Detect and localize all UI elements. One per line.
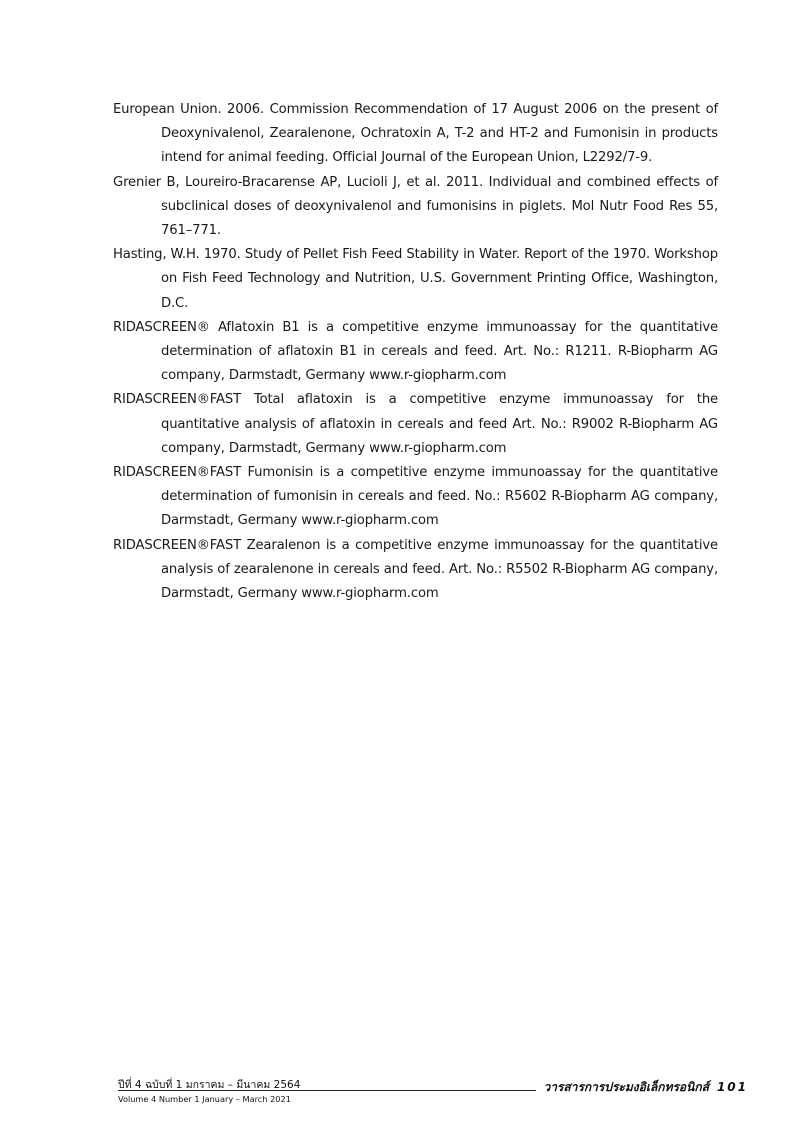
page-number: 101 [716, 1080, 748, 1094]
reference-list [113, 98, 718, 606]
footer-issue-english: Volume 4 Number 1 January – March 2021 [118, 1094, 291, 1104]
page-footer [118, 1076, 748, 1106]
reference-entry: Grenier B, Loureiro-Bracarense AP, Lucioli J, et al. 2011. Individual and combined effects of subclinical doses of deoxynivalenol and fumonisins in piglets. Mol Nutr Food Res 55, 761–771. [113, 174, 718, 239]
footer-issue-thai: ปีที่ 4 ฉบับที่ 1 มกราคม – มีนาคม 2564 [118, 1079, 301, 1091]
footer-journal [543, 1078, 748, 1097]
footer-journal-name: วารสารการประมงอิเล็กทรอนิกส์ [543, 1080, 709, 1094]
footer-divider [118, 1090, 536, 1091]
reference-entry: RIDASCREEN®FAST Zearalenon is a competitive enzyme immunoassay for the quantitative analysis of zearalenone in cereals and feed. Art. No.: R5502 R-Biopharm AG company, Darmstadt, Germany www.r-giopharm.com [113, 537, 718, 602]
reference-entry: RIDASCREEN®FAST Total aflatoxin is a competitive enzyme immunoassay for the quantitative analysis of aflatoxin in cereals and feed Art. No.: R9002 R-Biopharm AG company, Darmstadt, Germany www.r-giopharm.com [113, 392, 718, 456]
reference-entry: European Union. 2006. Commission Recommendation of 17 August 2006 on the present of Deoxynivalenol, Zearalenone, Ochratoxin A, T-2 and HT-2 and Fumonisin in products intend for animal feeding. Official Journal of the European Union, L2292/7-9. [113, 102, 718, 166]
reference-entry: Hasting, W.H. 1970. Study of Pellet Fish Feed Stability in Water. Report of the 1970. Workshop on Fish Feed Technology and Nutrition, U.S. Government Printing Office, Washington, D.C. [113, 247, 718, 311]
reference-entry: RIDASCREEN®FAST Fumonisin is a competitive enzyme immunoassay for the quantitative determination of fumonisin in cereals and feed. No.: R5602 R-Biopharm AG company, Darmstadt, Germany www.r-giopharm.com [113, 465, 718, 529]
reference-entry: RIDASCREEN® Aflatoxin B1 is a competitive enzyme immunoassay for the quantitative determination of aflatoxin B1 in cereals and feed. Art. No.: R1211. R-Biopharm AG company, Darmstadt, Germany www.r-giopharm.com [113, 319, 718, 384]
